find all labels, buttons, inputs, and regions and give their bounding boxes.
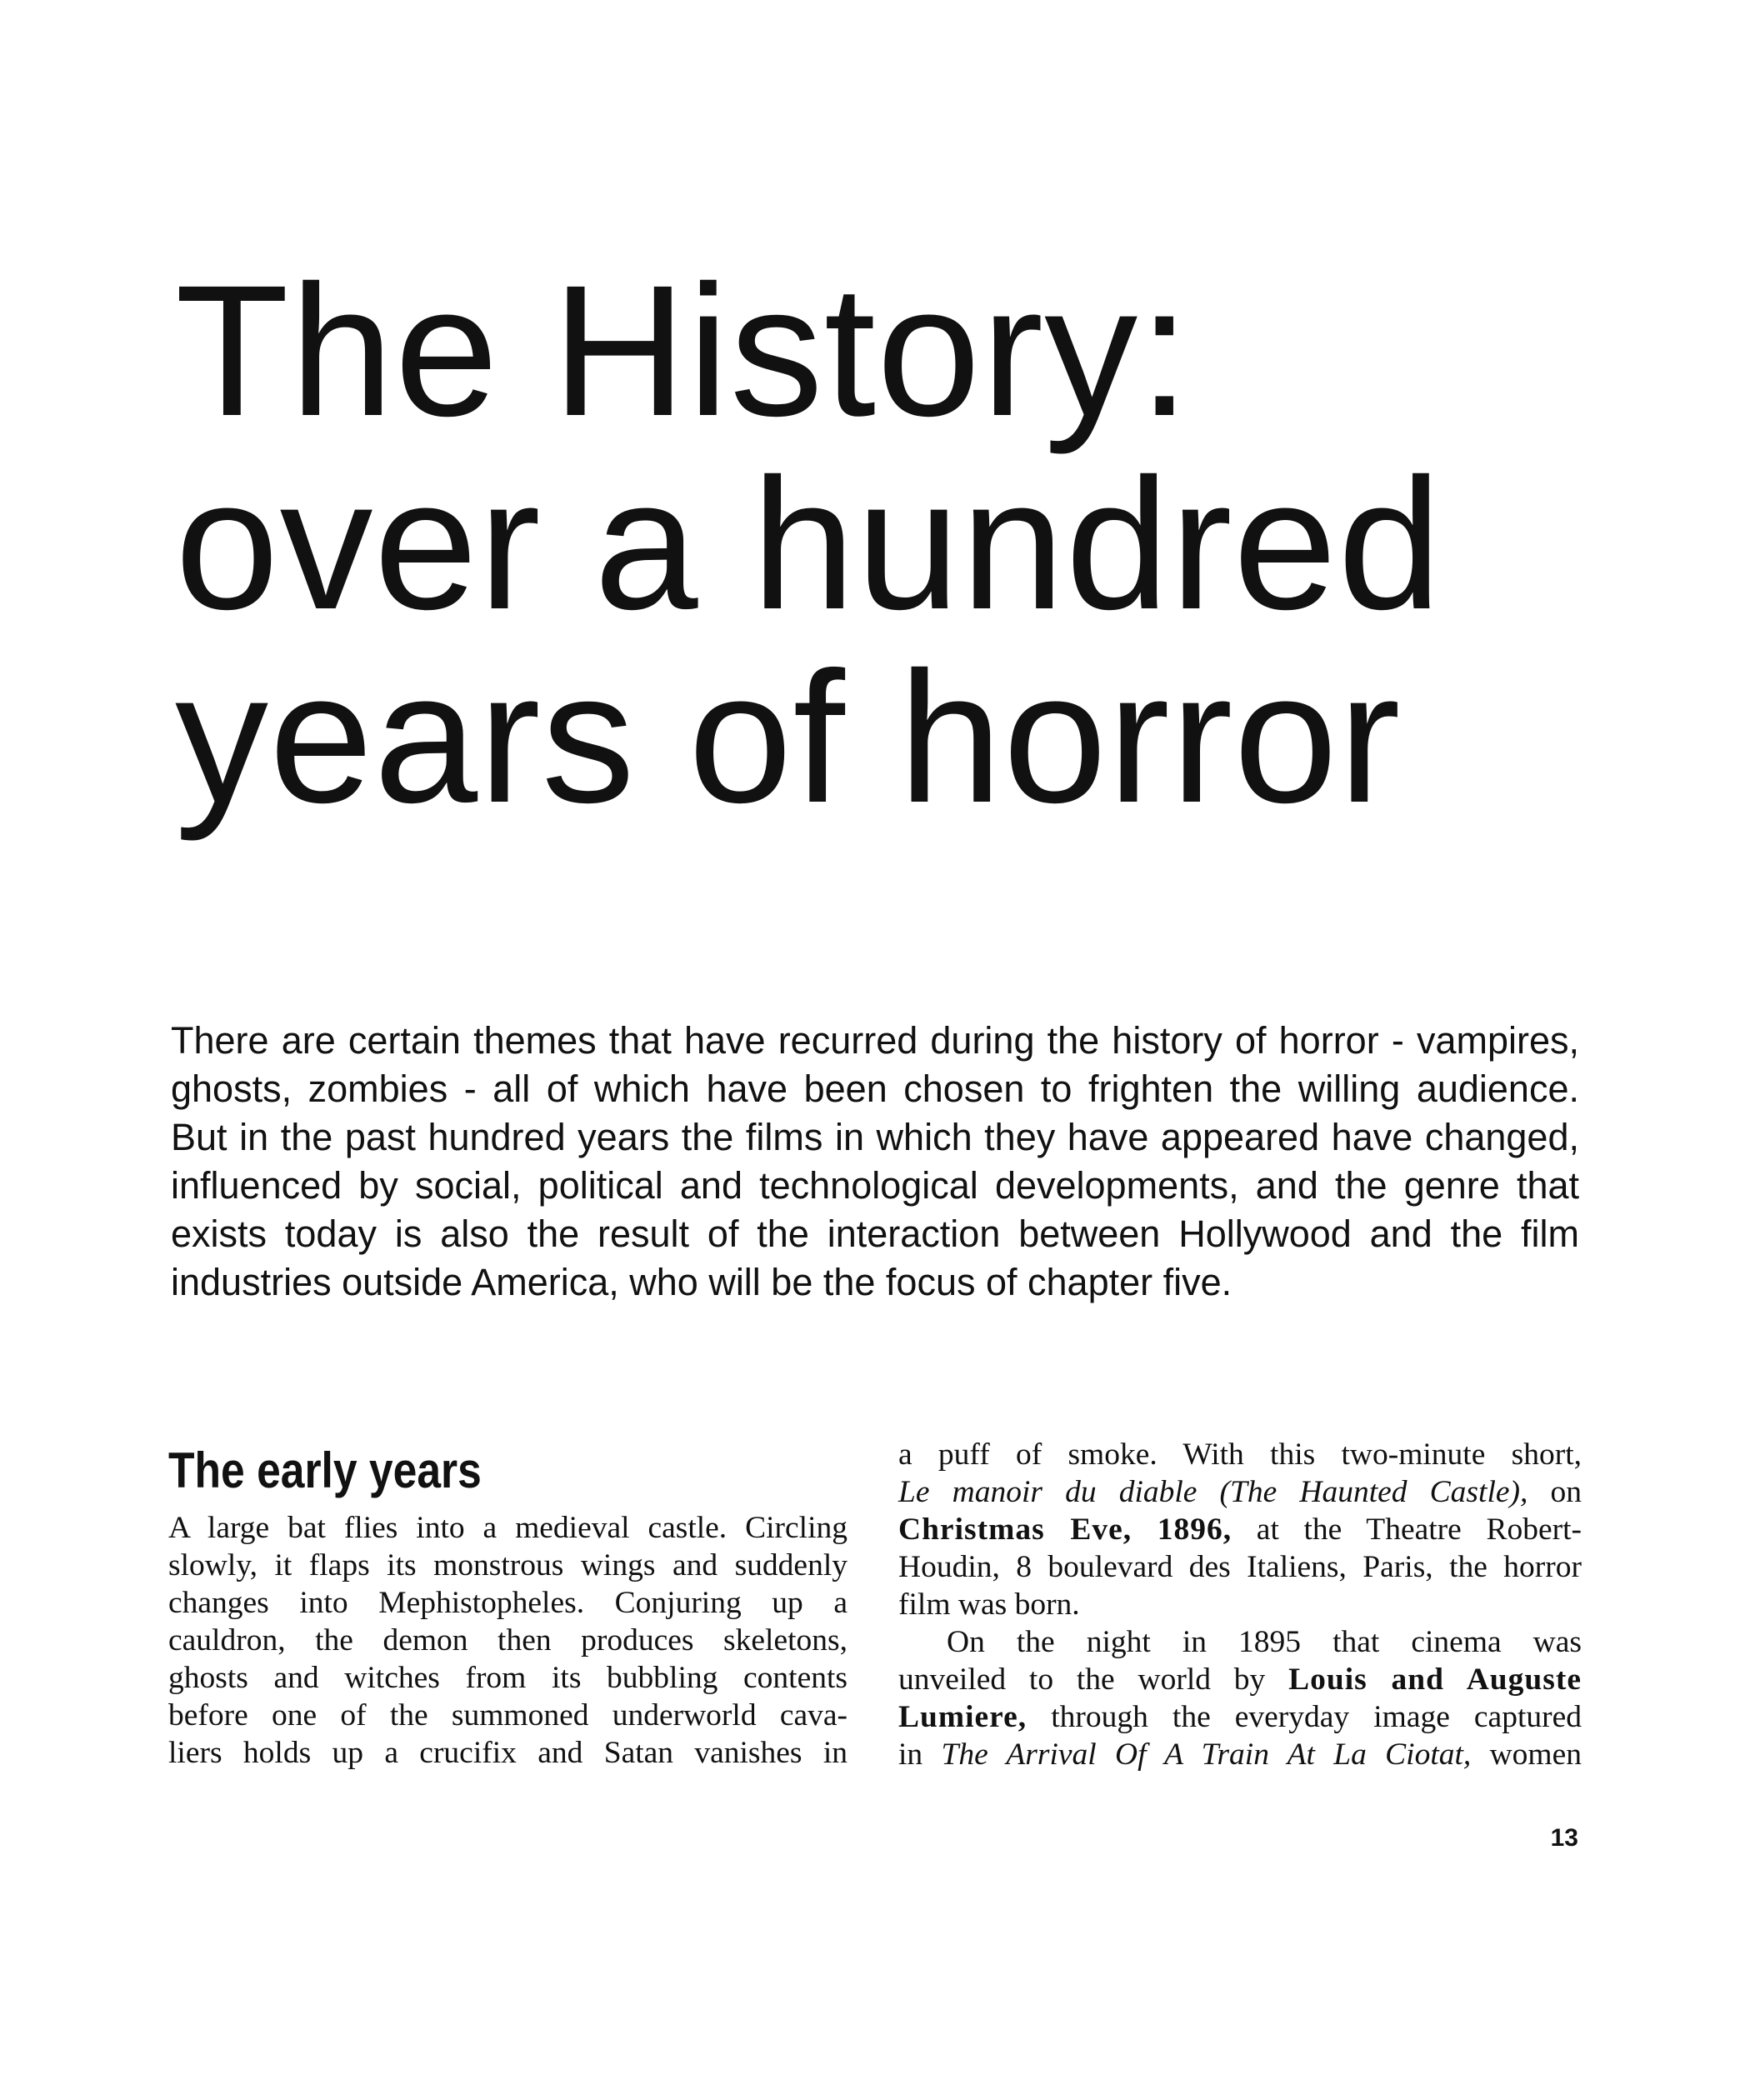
right-column <box>898 1436 1582 1773</box>
right-column-paragraph-1 <box>898 1436 1582 1623</box>
body-line: liers holds up a crucifix and Satan vanishes in <box>168 1736 848 1770</box>
body-line: A large bat flies into a medieval castle. Circling <box>168 1511 848 1545</box>
intro-paragraph <box>171 1017 1579 1307</box>
body-line: Houdin, 8 boulevard des Italiens, Paris, the horror <box>898 1550 1582 1584</box>
body-line: cauldron, the demon then produces skeletons, <box>168 1623 848 1658</box>
date-highlight: Christmas Eve, 1896, <box>898 1512 1232 1547</box>
body-line: before one of the summoned underworld cava- <box>168 1698 848 1732</box>
body-line <box>898 1736 1582 1773</box>
right-column-paragraph-2 <box>898 1623 1582 1773</box>
body-line <box>898 1698 1582 1736</box>
body-text: in <box>898 1738 923 1772</box>
chapter-title <box>175 247 1592 842</box>
film-title: Le manoir du diable (The Haunted Castle), <box>898 1475 1528 1509</box>
intro-line: exists today is also the result of the interaction between Hollywood and the film <box>171 1212 1579 1255</box>
intro-line: ghosts, zombies - all of which have been chosen to frighten the willing audience. <box>171 1068 1579 1110</box>
left-column <box>168 1438 848 1772</box>
intro-line: industries outside America, who will be the focus of chapter five. <box>171 1261 1232 1303</box>
page-number: 13 <box>1550 1824 1578 1852</box>
intro-line: influenced by social, political and technological developments, and the genre that <box>171 1164 1579 1207</box>
body-line: slowly, it flaps its monstrous wings and suddenly <box>168 1548 848 1582</box>
intro-line: But in the past hundred years the films in which they have appeared have changed, <box>171 1116 1579 1158</box>
body-text: at the Theatre Robert- <box>1256 1512 1582 1547</box>
chapter-title-line-2: over a hundred <box>175 440 1442 648</box>
body-text: unveiled to the world by <box>898 1662 1266 1697</box>
body-text: through the everyday image captured <box>1051 1700 1582 1734</box>
intro-line: There are certain themes that have recurred during the history of horror - vampires, <box>171 1019 1579 1062</box>
body-line: On the night in 1895 that cinema was <box>947 1625 1582 1659</box>
chapter-title-line-1: The History: <box>175 247 1192 455</box>
body-line <box>898 1511 1582 1548</box>
chapter-title-line-3: years of horror <box>175 633 1402 842</box>
body-text: on <box>1550 1475 1582 1509</box>
body-line: ghosts and witches from its bubbling contents <box>168 1661 848 1695</box>
section-heading: The early years <box>168 1442 482 1498</box>
body-line <box>898 1473 1582 1511</box>
body-line: a puff of smoke. With this two-minute short, <box>898 1438 1582 1472</box>
body-line <box>898 1661 1582 1698</box>
body-text: women <box>1489 1738 1582 1772</box>
body-line: film was born. <box>898 1588 1080 1622</box>
name-highlight: Lumiere, <box>898 1700 1028 1734</box>
body-line: changes into Mephistopheles. Conjuring up a <box>168 1586 848 1620</box>
left-column-paragraph <box>168 1509 848 1772</box>
name-highlight: Louis and Auguste <box>1288 1662 1582 1697</box>
film-title: The Arrival Of A Train At La Ciotat, <box>941 1738 1472 1772</box>
